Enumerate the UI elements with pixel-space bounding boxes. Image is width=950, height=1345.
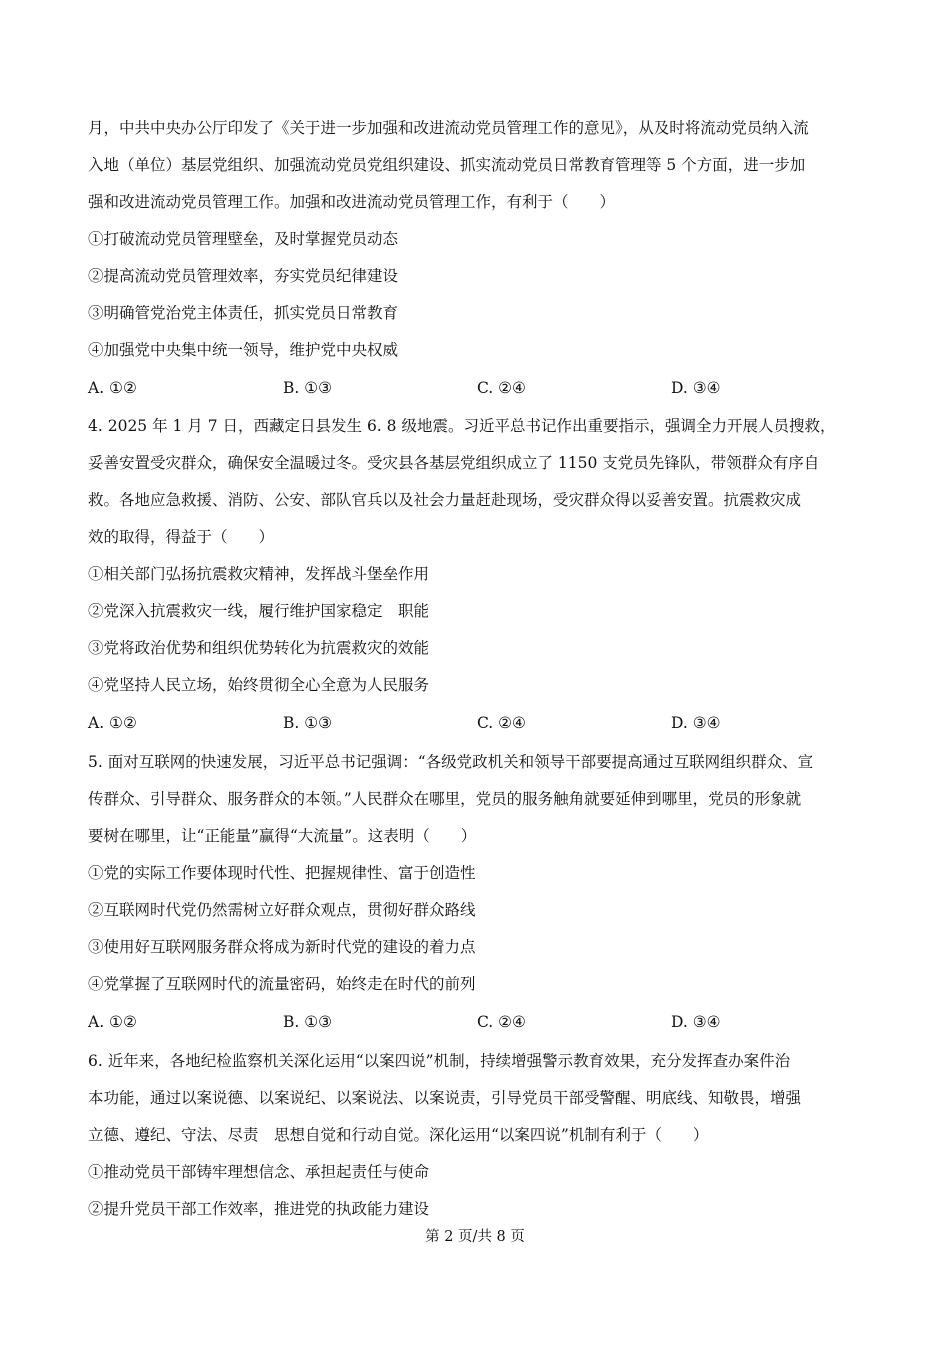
q3-stem-line: 入地（单位）基层党组织、加强流动党员党组织建设、抓实流动党员日常教育管理等 5 个方面，进一步加	[88, 156, 806, 174]
q4-option-c[interactable]: C. ②④	[477, 714, 526, 732]
q3-stem-line: 强和改进流动党员管理工作。加强和改进流动党员管理工作，有利于（ ）	[88, 193, 616, 211]
q4-statement-2: ②党深入抗震救灾一线，履行维护国家稳定 职能	[88, 602, 430, 620]
q4-stem-line: 妥善安置受灾群众，确保安全温暖过冬。受灾县各基层党组织成立了 1150 支党员先锋队，带领群众有序自	[88, 454, 820, 472]
q6-statement-1: ①推动党员干部铸牢理想信念、承担起责任与使命	[88, 1163, 430, 1181]
q3-statement-3: ③明确管党治党主体责任，抓实党员日常教育	[88, 304, 399, 322]
q5-stem-line: 传群众、引导群众、服务群众的本领。”人民群众在哪里，党员的服务触角就要延伸到哪里，党员的形象就	[88, 790, 802, 808]
q5-options	[88, 1012, 868, 1032]
q5-statement-3: ③使用好互联网服务群众将成为新时代党的建设的着力点	[88, 938, 476, 956]
q4-stem-line: 4. 2025 年 1 月 7 日，西藏定日县发生 6. 8 级地震。习近平总书记作出重要指示，强调全力开展人员搜救，	[88, 417, 836, 435]
q6-stem-line: 立德、遵纪、守法、尽责 思想自觉和行动自觉。深化运用“以案四说”机制有利于（ ）	[88, 1126, 709, 1144]
q4-statement-4: ④党坚持人民立场，始终贯彻全心全意为人民服务	[88, 676, 430, 694]
q3-stem-line: 月，中共中央办公厅印发了《关于进一步加强和改进流动党员管理工作的意见》，从及时将流动党员纳入流	[88, 119, 809, 137]
q3-statement-4: ④加强党中央集中统一领导，维护党中央权威	[88, 341, 399, 359]
q3-options	[88, 378, 868, 398]
q4-stem-line: 效的取得，得益于（ ）	[88, 528, 275, 546]
q3-option-a[interactable]: A. ①②	[88, 379, 137, 397]
q3-option-c[interactable]: C. ②④	[477, 379, 526, 397]
q4-statement-3: ③党将政治优势和组织优势转化为抗震救灾的效能	[88, 639, 430, 657]
q5-statement-1: ①党的实际工作要体现时代性、把握规律性、富于创造性	[88, 864, 476, 882]
q5-option-a[interactable]: A. ①②	[88, 1013, 137, 1031]
q5-option-b[interactable]: B. ①③	[283, 1013, 333, 1031]
q6-stem-line: 6. 近年来，各地纪检监察机关深化运用“以案四说”机制，持续增强警示教育效果，充分发挥查办案件治	[88, 1052, 791, 1070]
q4-statement-1: ①相关部门弘扬抗震救灾精神，发挥战斗堡垒作用	[88, 565, 430, 583]
q5-stem-line: 5. 面对互联网的快速发展，习近平总书记强调：“各级党政机关和领导干部要提高通过互联网组织群众、宣	[88, 753, 814, 771]
q5-option-c[interactable]: C. ②④	[477, 1013, 526, 1031]
q5-statement-4: ④党掌握了互联网时代的流量密码，始终走在时代的前列	[88, 975, 476, 993]
q5-option-d[interactable]: D. ③④	[671, 1013, 721, 1031]
q4-option-b[interactable]: B. ①③	[283, 714, 333, 732]
q3-statement-1: ①打破流动党员管理壁垒，及时掌握党员动态	[88, 230, 399, 248]
q3-statement-2: ②提高流动党员管理效率，夯实党员纪律建设	[88, 267, 399, 285]
q4-stem-line: 救。各地应急救援、消防、公安、部队官兵以及社会力量赶赴现场，受灾群众得以妥善安置。抗震救灾成	[88, 491, 802, 509]
q5-statement-2: ②互联网时代党仍然需树立好群众观点，贯彻好群众路线	[88, 901, 476, 919]
page-number: 第 2 页/共 8 页	[425, 1229, 525, 1245]
q6-statement-2: ②提升党员干部工作效率，推进党的执政能力建设	[88, 1200, 430, 1218]
q3-option-d[interactable]: D. ③④	[671, 379, 721, 397]
q6-stem-line: 本功能，通过以案说德、以案说纪、以案说法、以案说责，引导党员干部受警醒、明底线、知敬畏，增强	[88, 1089, 802, 1107]
q4-option-d[interactable]: D. ③④	[671, 714, 721, 732]
q5-stem-line: 要树在哪里，让“正能量”赢得“大流量”。这表明（ ）	[88, 827, 477, 845]
q4-options	[88, 713, 868, 733]
q4-option-a[interactable]: A. ①②	[88, 714, 137, 732]
q3-option-b[interactable]: B. ①③	[283, 379, 333, 397]
